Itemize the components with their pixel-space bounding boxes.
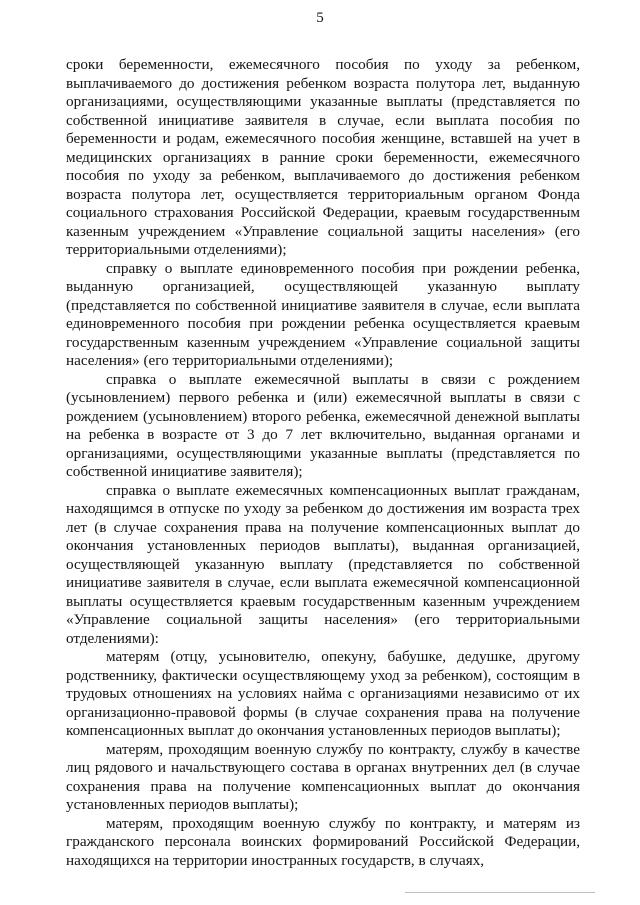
footer-rule	[405, 892, 595, 893]
paragraph-mothers-abroad: матерям, проходящим военную службу по контракту, и матерям из гражданского персонала воинских формирований Российской Федерации, находящихся на территории иностранных государств, в случаях,	[66, 814, 580, 869]
paragraph-monthly-birth-payment: справка о выплате ежемесячной выплаты в связи с рождением (усыновлением) первого ребенка и (или) ежемесячной выплаты в связи с рождением (усыновлением) второго ребенка, ежемесячной денежной выплаты на ребенка в возрасте от 3 до 7 лет включительно, выданная органами и организациями, осуществляющими указанные выплаты (представляется по собственной инициативе заявителя);	[66, 370, 580, 480]
paragraph-pregnancy-benefits-cont: сроки беременности, ежемесячного пособия по уходу за ребенком, выплачиваемого до достижения ребенком возраста полутора лет, выданную организациями, осуществляющими указанные выплаты (представляется по собственной инициативе заявителя в случае, если выплата пособия по беременности и родам, ежемесячного пособия женщине, вставшей на учет в медицинских организациях в ранние сроки беременности, ежемесячного пособия по уходу за ребенком, выплачиваемого до достижения ребенком возраста полутора лет, осуществляется территориальным органом Фонда социального страхования Российской Федерации, краевым государственным казенным учреждением «Управление социальной защиты населения» (его территориальными отделениями);	[66, 56, 580, 258]
paragraph-mothers-employed: матерям (отцу, усыновителю, опекуну, бабушке, дедушке, другому родственнику, фактически осуществляющему уход за ребенком), состоящим в трудовых отношениях на условиях найма с организациями независимо от их организационно-правовой формы (в случае сохранения права на получение компенсационных выплат до окончания установленных периодов выплаты);	[66, 648, 580, 739]
paragraph-mothers-military-service: матерям, проходящим военную службу по контракту, службу в качестве лиц рядового и начальствующего состава в органах внутренних дел (в случае сохранения права на получение компенсационных выплат до окончания установленных периодов выплаты);	[66, 740, 580, 813]
page-number: 5	[316, 10, 324, 26]
body-text	[66, 56, 580, 870]
paragraph-compensation-payments: справка о выплате ежемесячных компенсационных выплат гражданам, находящимся в отпуске по уходу за ребенком до достижения им возраста трех лет (в случае сохранения права на получение компенсационных выплат до окончания установленных периодов выплаты), выданная организацией, осуществляющей указанную выплату (представляется по собственной инициативе заявителя в случае, если выплата ежемесячной компенсационной выплаты осуществляется краевым государственным казенным учреждением «Управление социальной защиты населения» (его территориальными отделениями):	[66, 481, 580, 647]
paragraph-lump-sum-birth-benefit: справку о выплате единовременного пособия при рождении ребенка, выданную организацией, осуществляющей указанную выплату (представляется по собственной инициативе заявителя в случае, если выплата единовременного пособия при рождении ребенка осуществляется краевым государственным казенным учреждением «Управление социальной защиты населения» (его территориальными отделениями);	[66, 259, 580, 369]
